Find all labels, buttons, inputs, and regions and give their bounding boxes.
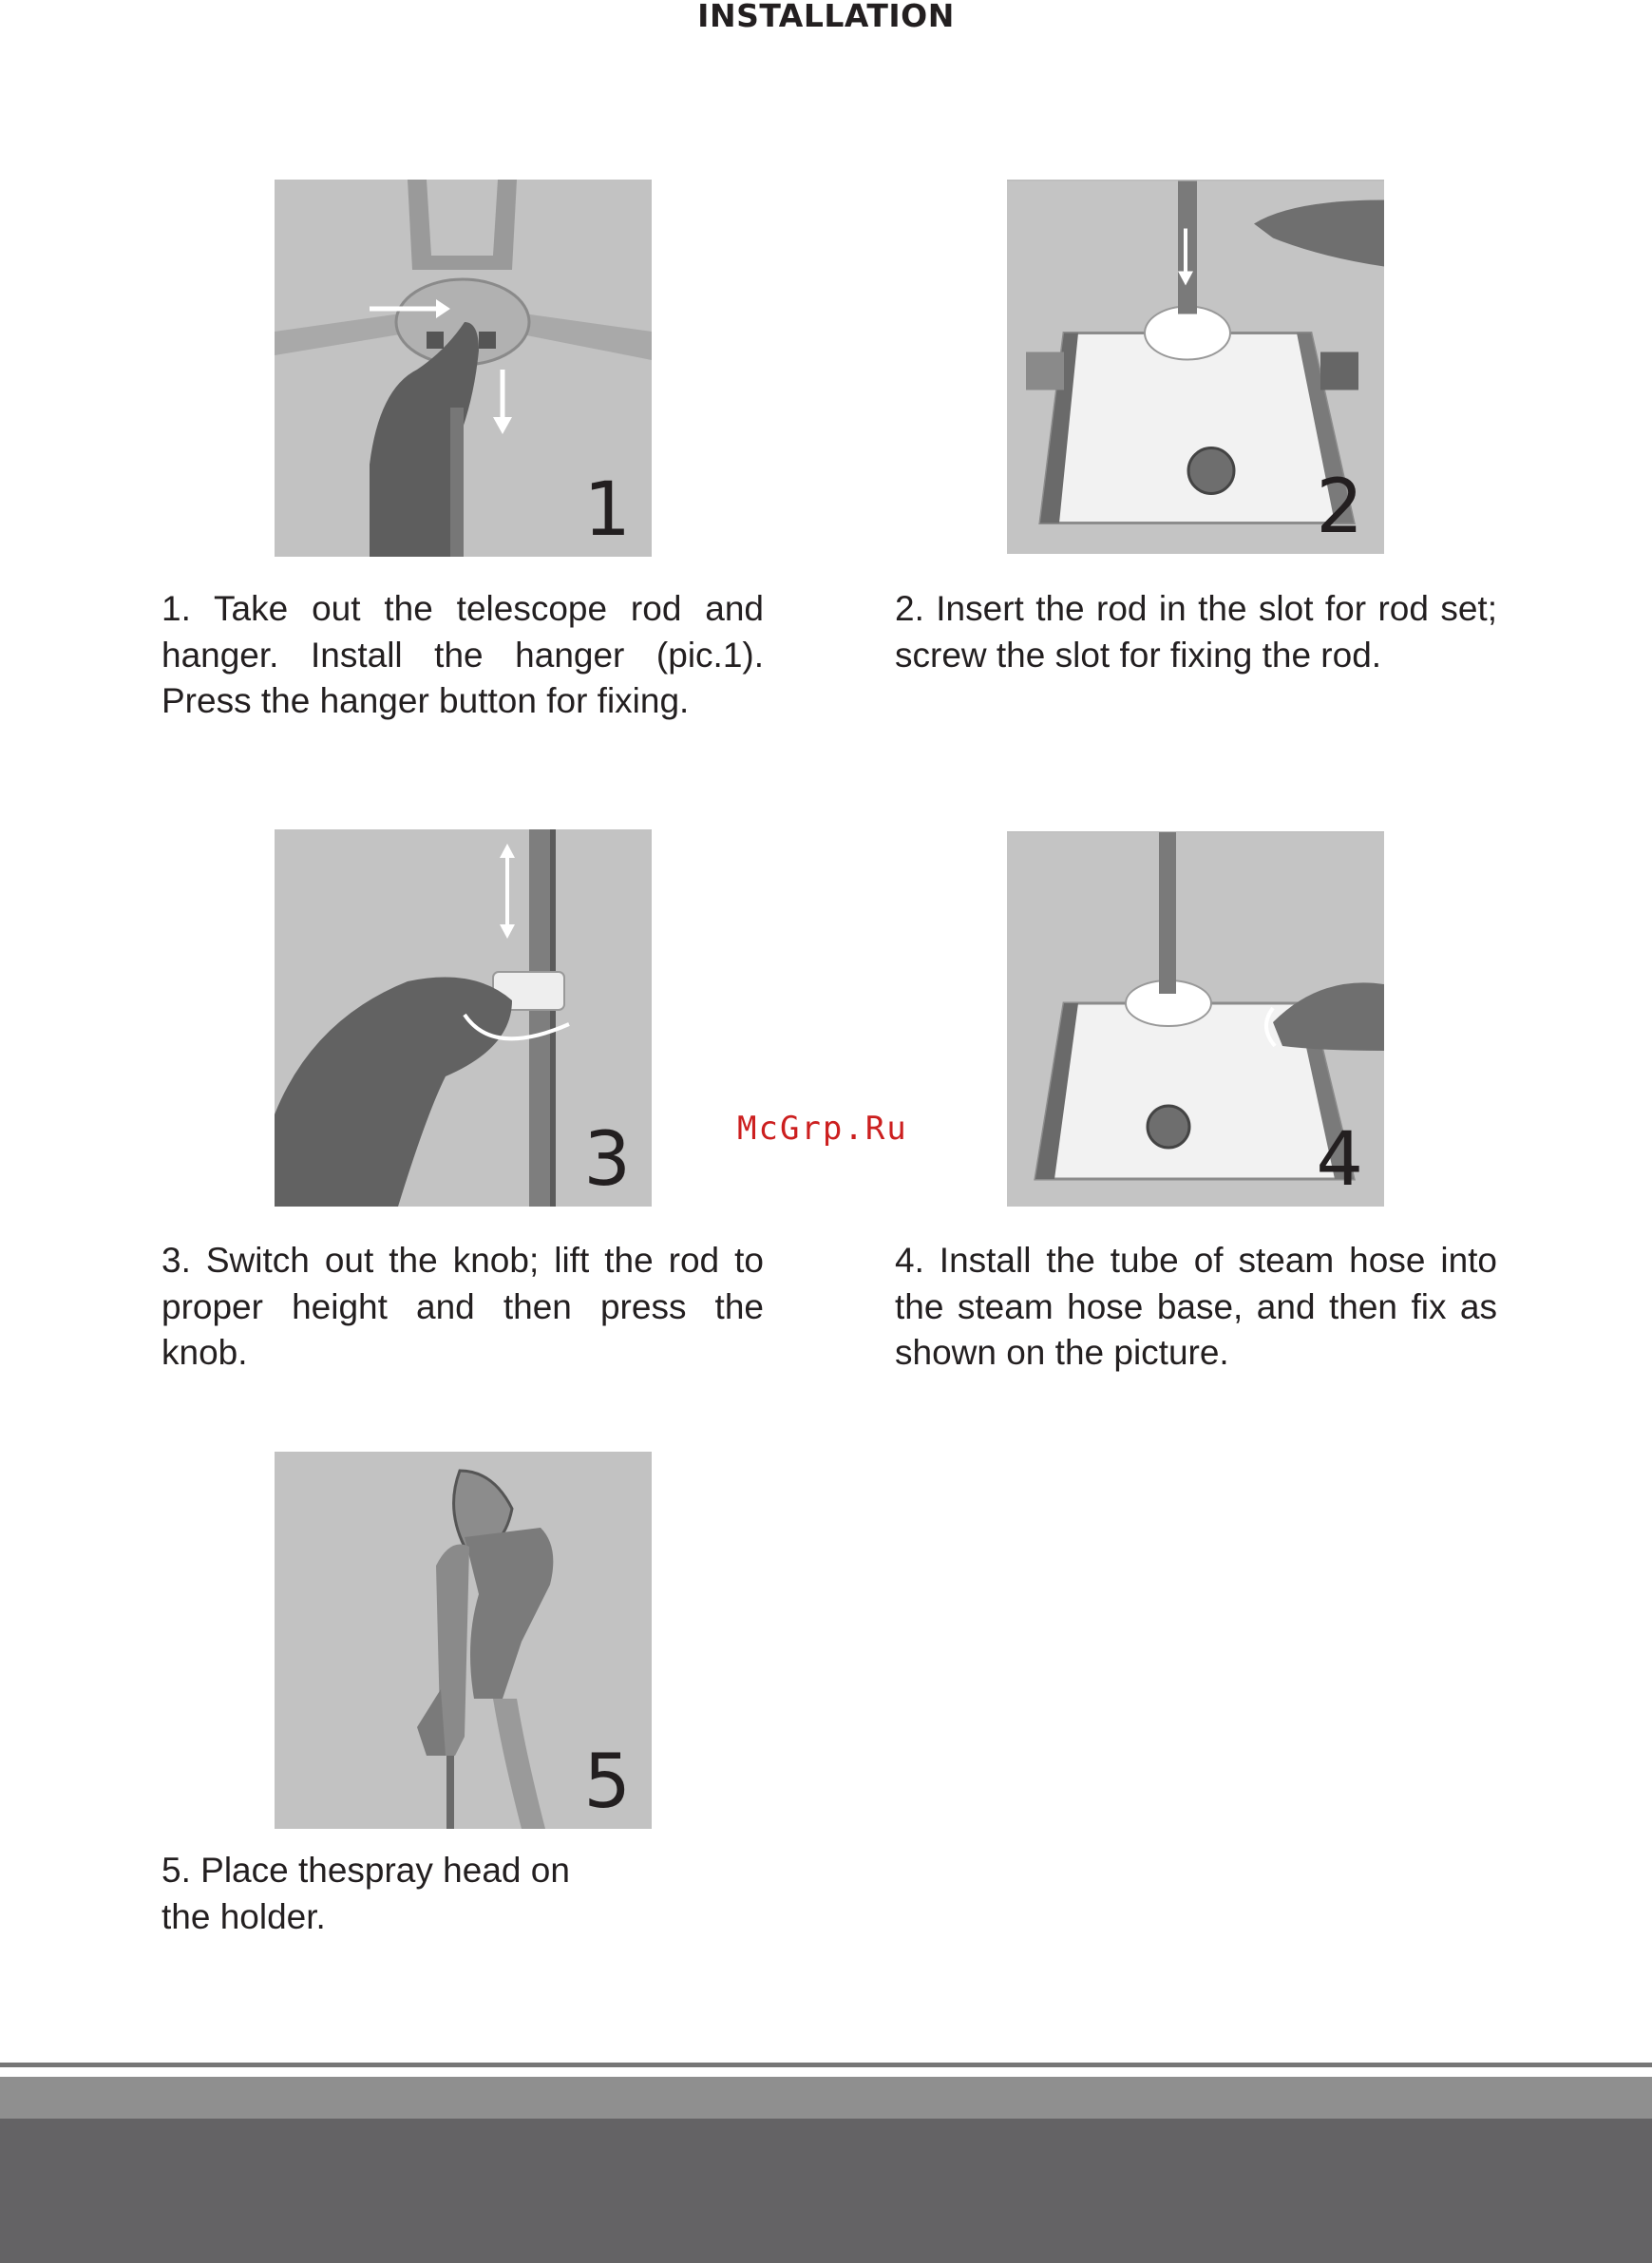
step-5-photo (275, 1452, 652, 1829)
step-4-text: 4. Install the tube of steam hose into the steam hose base, and then fix as shown on the picture. (895, 1241, 1497, 1372)
step-1-photo (275, 180, 652, 557)
step-3-photo (275, 829, 652, 1207)
footer-band-dark (0, 2119, 1652, 2263)
footer-rule (0, 2063, 1652, 2067)
step-5-text (161, 1848, 764, 1940)
step-2-photo (1007, 180, 1384, 554)
step-2-text: 2. Insert the rod in the slot for rod set; screw the slot for fixing the rod. (895, 589, 1497, 675)
step-5-text-line-2: the holder. (161, 1896, 326, 1936)
footer-band-light (0, 2077, 1652, 2119)
page-title: INSTALLATION (697, 0, 955, 34)
step-1-number: 1 (583, 467, 631, 553)
step-3-number: 3 (583, 1117, 631, 1203)
step-2-number: 2 (1316, 465, 1363, 550)
step-1-text: 1. Take out the telescope rod and hanger. Install the hanger (pic.1). Press the hanger button for fixing. (161, 589, 764, 720)
step-3-text: 3. Switch out the knob; lift the rod to proper height and then press the knob. (161, 1241, 764, 1372)
step-4-photo (1007, 831, 1384, 1207)
step-5-number: 5 (583, 1740, 631, 1825)
watermark: McGrp.Ru (737, 1110, 908, 1148)
step-5-text-line-1: 5. Place thespray head on (161, 1851, 570, 1890)
step-4-number: 4 (1316, 1117, 1363, 1203)
